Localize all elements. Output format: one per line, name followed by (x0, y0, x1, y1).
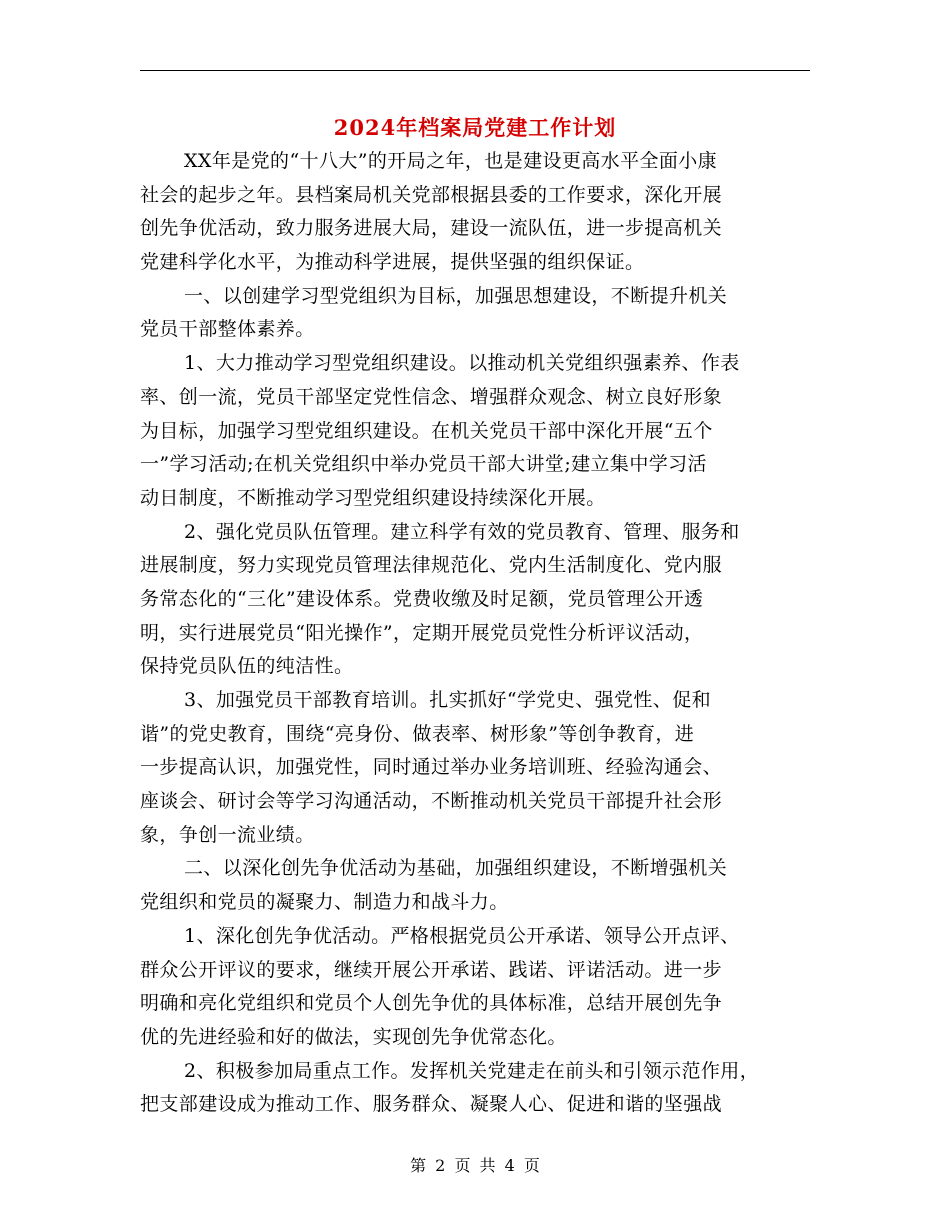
paragraph-line: 进展制度，努力实现党员管理法律规范化、党内生活制度化、党内服 (140, 554, 723, 577)
section-heading-line: 党员干部整体素养。 (140, 318, 315, 341)
paragraph-line: 动日制度，不断推动学习型党组织建设持续深化开展。 (140, 486, 606, 509)
paragraph-line: 2、积极参加局重点工作。发挥机关党建走在前头和引领示范作用， (184, 1059, 760, 1082)
paragraph-line: 保持党员队伍的纯洁性。 (140, 655, 354, 678)
paragraph-line: 优的先进经验和好的做法，实现创先争优常态化。 (140, 1025, 567, 1048)
document-body (140, 145, 815, 1122)
paragraph-line: 明，实行进展党员“阳光操作”，定期开展党员党性分析评议活动， (140, 621, 704, 644)
section-heading-line: 党组织和党员的凝聚力、制造力和战斗力。 (140, 891, 509, 914)
paragraph-line: XX年是党的“十八大”的开局之年，也是建设更高水平全面小康 (184, 150, 718, 172)
header-rule (140, 70, 810, 71)
paragraph-line: 社会的起步之年。县档案局机关党部根据县委的工作要求，深化开展 (140, 183, 723, 206)
paragraph-line: 率、创一流，党员干部坚定党性信念、增强群众观念、树立良好形象 (140, 385, 723, 408)
paragraph-line: 把支部建设成为推动工作、服务群众、凝聚人心、促进和谐的坚强战 (140, 1093, 723, 1116)
paragraph-line: 1、大力推动学习型党组织建设。以推动机关党组织强素养、作表 (184, 352, 740, 375)
paragraph-line: 群众公开评议的要求，继续开展公开承诺、践诺、评诺活动。进一步 (140, 958, 723, 981)
paragraph-line: 3、加强党员干部教育培训。扎实抓好“学党史、强党性、促和 (184, 689, 712, 711)
paragraph-line: 党建科学化水平，为推动科学进展，提供坚强的组织保证。 (140, 251, 645, 274)
paragraph-line: 象，争创一流业绩。 (140, 823, 315, 846)
paragraph-line: 谐”的党史教育，围绕“亮身份、做表率、树形象”等创争教育，进 (140, 722, 695, 745)
paragraph-line: 务常态化的“三化”建设体系。党费收缴及时足额，党员管理公开透 (140, 587, 704, 610)
paragraph-line: 创先争优活动，致力服务进展大局，建设一流队伍，进一步提高机关 (140, 217, 723, 240)
paragraph-line: 1、深化创先争优活动。严格根据党员公开承诺、领导公开点评、 (184, 924, 740, 947)
paragraph-line: 一步提高认识，加强党性，同时通过举办业务培训班、经验沟通会、 (140, 756, 723, 779)
paragraph-line: 2、强化党员队伍管理。建立科学有效的党员教育、管理、服务和 (184, 520, 740, 543)
page-number-footer: 第 2 页 共 4 页 (410, 1156, 540, 1175)
section-heading-line: 二、以深化创先争优活动为基础，加强组织建设，不断增强机关 (184, 857, 728, 880)
section-heading-line: 一、以创建学习型党组织为目标，加强思想建设，不断提升机关 (184, 284, 728, 307)
paragraph-line: 座谈会、研讨会等学习沟通活动，不断推动机关党员干部提升社会形 (140, 790, 723, 813)
paragraph-line: 一”学习活动;在机关党组织中举办党员干部大讲堂;建立集中学习活 (140, 453, 707, 476)
document-title: 2024年档案局党建工作计划 (333, 115, 617, 140)
paragraph-line: 为目标，加强学习型党组织建设。在机关党员干部中深化开展“五个 (140, 419, 713, 442)
paragraph-line: 明确和亮化党组织和党员个人创先争优的具体标准，总结开展创先争 (140, 992, 723, 1015)
